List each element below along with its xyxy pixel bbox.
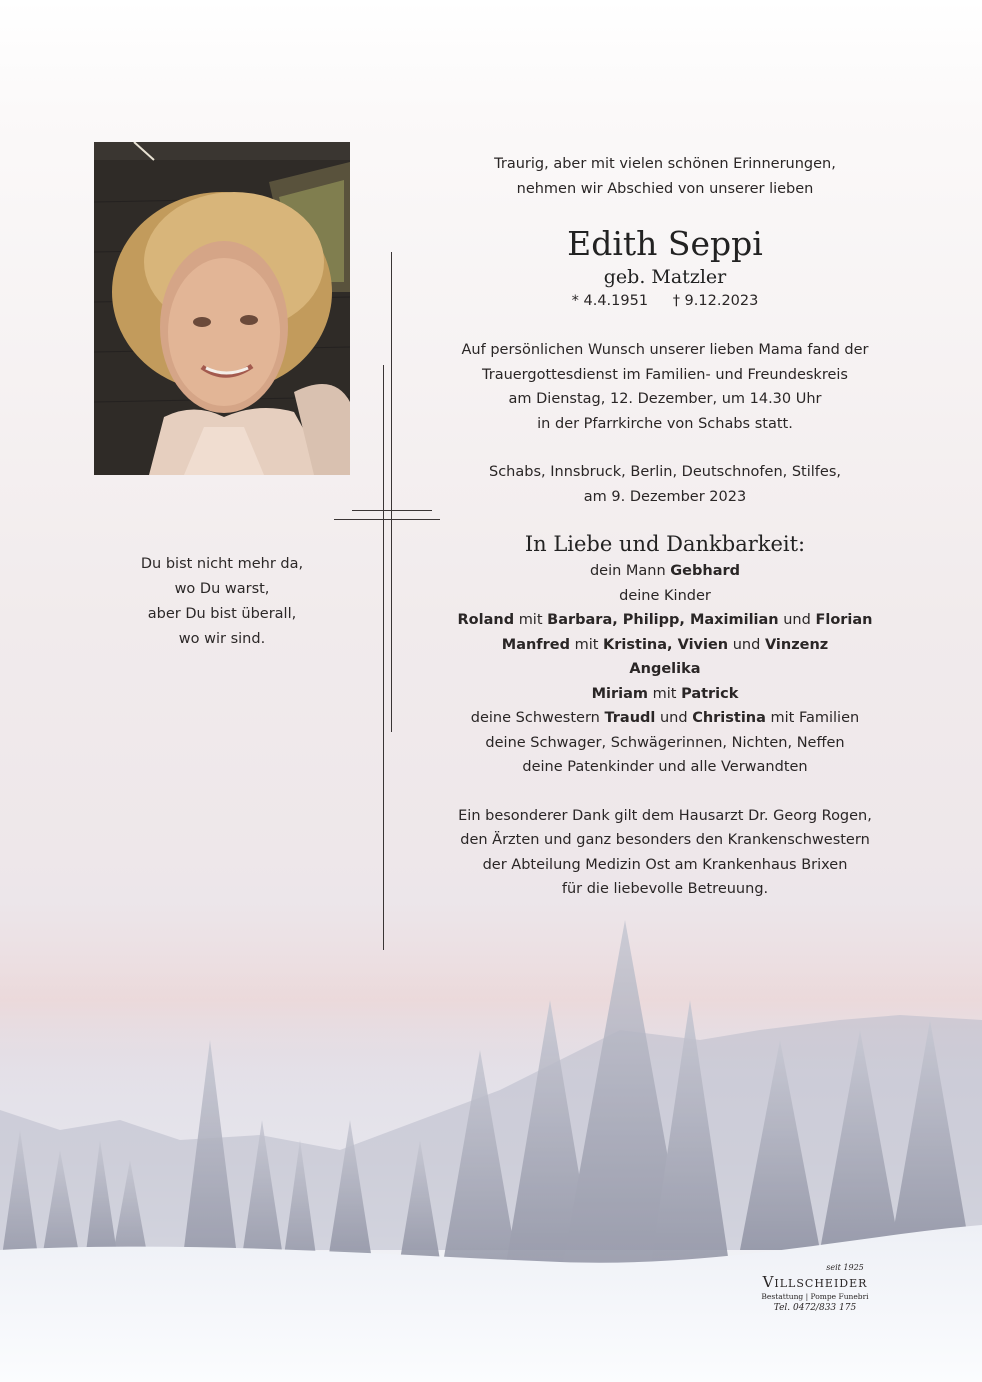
mourner-line-manfred	[440, 633, 890, 658]
mourners-heading: In Liebe und Dankbarkeit:	[524, 532, 806, 556]
death-date: † 9.12.2023	[672, 293, 759, 309]
mourner-line-husband	[440, 559, 890, 584]
service-line: am Dienstag, 12. Dezember, um 14.30 Uhr	[508, 391, 822, 407]
mourner-name: Roland	[457, 612, 515, 628]
logo-subtitle: Bestattung | Pompe Funebri	[761, 1292, 869, 1301]
mourner-name: Miriam	[591, 685, 649, 702]
mourner-name: Traudl	[604, 710, 656, 726]
life-dates	[440, 290, 890, 312]
mourner-line-sisters	[440, 706, 890, 731]
gratitude-line: der Abteilung Medizin Ost am Krankenhaus Brixen	[482, 856, 848, 873]
birth-name: geb. Matzler	[603, 266, 727, 288]
mourner-line-inlaws: deine Schwager, Schwägerinnen, Nichten, Neffen	[485, 734, 845, 751]
cross-vertical-line	[383, 365, 384, 950]
portrait-illustration	[94, 142, 350, 475]
intro-line: nehmen wir Abschied von unserer lieben	[516, 180, 814, 197]
portrait-photo	[94, 142, 350, 475]
poem-line: wo Du warst,	[174, 581, 270, 597]
text-fragment: und	[659, 710, 688, 726]
logo-brand: Villscheider	[762, 1273, 868, 1291]
text-fragment: mit Familien	[770, 710, 860, 726]
mourner-name: Christina	[692, 710, 766, 726]
poem-line: wo wir sind.	[178, 631, 266, 647]
text-fragment: und	[783, 612, 811, 628]
mourner-name: Barbara, Philipp, Maximilian	[547, 612, 779, 628]
gratitude-line: Ein besonderer Dank gilt dem Hausarzt Dr. Georg Rogen,	[458, 807, 872, 824]
mourner-name: Gebhard	[670, 563, 741, 579]
text-fragment: mit	[574, 636, 599, 653]
text-fragment: mit	[652, 685, 677, 702]
cross-vertical-line	[391, 252, 392, 732]
date-line: am 9. Dezember 2023	[583, 488, 747, 505]
poem	[94, 552, 350, 652]
mourner-name: Angelika	[629, 661, 701, 677]
funeral-home-logo	[735, 1263, 895, 1315]
poem-line: aber Du bist überall,	[147, 606, 297, 622]
logo-phone: Tel. 0472/833 175	[773, 1303, 857, 1313]
cross-horizontal-line	[352, 510, 432, 511]
obituary-text	[440, 152, 890, 902]
cross-horizontal-line	[334, 519, 440, 520]
mourner-name: Kristina, Vivien	[603, 636, 729, 653]
mourner-line-roland	[440, 608, 890, 633]
text-fragment: deine Schwestern	[470, 710, 600, 726]
text-fragment: und	[732, 636, 761, 653]
text-fragment: dein Mann	[589, 563, 666, 579]
service-line: Auf persönlichen Wunsch unserer lieben Mama fand der	[461, 342, 869, 358]
service-line: in der Pfarrkirche von Schabs statt.	[537, 415, 793, 432]
mourner-name: Manfred	[501, 636, 570, 653]
place-line: Schabs, Innsbruck, Berlin, Deutschnofen, Stilfes,	[489, 464, 841, 480]
deceased-name: Edith Seppi	[567, 224, 763, 263]
mourner-line-godchildren: deine Patenkinder und alle Verwandten	[522, 759, 808, 775]
mourner-line-angelika	[440, 657, 890, 682]
mourner-line-children-label: deine Kinder	[619, 587, 711, 604]
logo-since: seit 1925	[826, 1263, 864, 1272]
mourner-name: Vinzenz	[764, 636, 829, 653]
mourner-name: Florian	[815, 612, 873, 628]
intro-line: Traurig, aber mit vielen schönen Erinnerungen,	[494, 156, 836, 172]
mourner-name: Patrick	[681, 685, 739, 702]
text-fragment: mit	[518, 612, 543, 628]
service-line: Trauergottesdienst im Familien- und Freundeskreis	[482, 366, 848, 383]
birth-date: * 4.4.1951	[571, 293, 649, 309]
mourner-line-miriam	[440, 682, 890, 707]
poem-line: Du bist nicht mehr da,	[140, 556, 304, 572]
gratitude-line: den Ärzten und ganz besonders den Krankenschwestern	[460, 832, 870, 848]
gratitude-line: für die liebevolle Betreuung.	[561, 881, 769, 897]
